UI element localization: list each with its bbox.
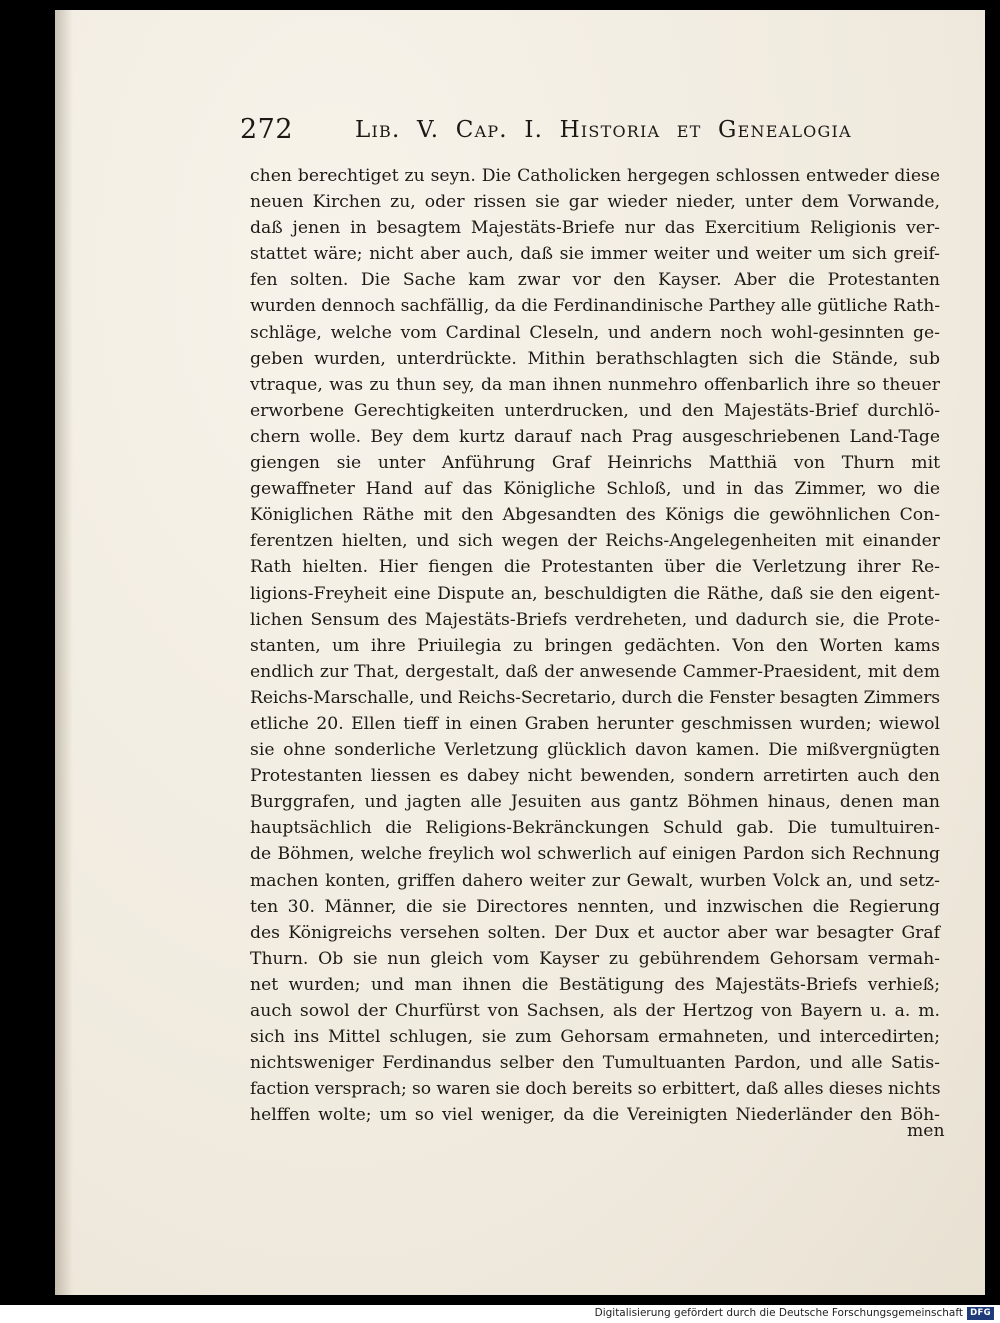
text-line: nichtsweniger Ferdinandus selber den Tumultuanten Pardon, und alle Satis- bbox=[250, 1053, 940, 1074]
gutter-shadow bbox=[55, 10, 73, 1295]
running-head: Lib. V. Cap. I. Historia et Genealogia bbox=[355, 117, 852, 143]
text-line: faction versprach; so waren sie doch bereits so erbittert, daß alles dieses nichts bbox=[250, 1079, 941, 1100]
text-line: ferentzen hielten, und sich wegen der Reichs-Angelegenheiten mit einander bbox=[250, 531, 940, 552]
text-line: giengen sie unter Anführung Graf Heinrichs Matthiä von Thurn mit bbox=[250, 453, 940, 474]
text-line: stanten, um ihre Priuilegia zu bringen gedächten. Von den Worten kams bbox=[250, 635, 940, 656]
text-line: helffen wolte; um so viel weniger, da die Vereinigten Niederländer den Böh- bbox=[250, 1105, 940, 1126]
text-line: de Böhmen, welche freylich wol schwerlich auf einigen Pardon sich Rechnung bbox=[250, 844, 940, 865]
text-line: Protestanten liessen es dabey nicht bewenden, sondern arretirten auch den bbox=[250, 766, 940, 787]
text-line: schläge, welche vom Cardinal Cleseln, und andern noch wohl-gesinnten ge- bbox=[250, 322, 940, 343]
text-line: chern wolle. Bey dem kurtz darauf nach Prag ausgeschriebenen Land-Tage bbox=[250, 426, 940, 447]
text-line: geben wurden, unterdrückte. Mithin berathschlagten sich die Stände, sub bbox=[250, 348, 940, 369]
dfg-logo-icon: DFG bbox=[967, 1307, 994, 1320]
text-line: Thurn. Ob sie nun gleich vom Kayser zu gebührendem Gehorsam vermah- bbox=[250, 948, 940, 969]
text-line: lichen Sensum des Majestäts-Briefs verdreheten, und dadurch sie, die Prote- bbox=[250, 609, 940, 630]
text-line: chen berechtiget zu seyn. Die Catholicken hergegen schlossen entweder diese bbox=[250, 166, 940, 186]
text-line: sich ins Mittel schlugen, sie zum Gehorsam ermahneten, und intercedirten; bbox=[250, 1027, 940, 1048]
text-line: daß jenen in besagtem Majestäts-Briefe nur das Exercitium Religionis ver- bbox=[250, 218, 940, 239]
page-header bbox=[240, 114, 852, 154]
text-line: sie ohne sonderliche Verletzung glücklich davon kamen. Die mißvergnügten bbox=[250, 740, 940, 761]
text-line: Reichs-Marschalle, und Reichs-Secretario, durch die Fenster besagten Zimmers bbox=[250, 687, 940, 708]
text-line: hauptsächlich die Religions-Bekränckungen Schuld gab. Die tumultuiren- bbox=[250, 818, 940, 839]
text-line: gewaffneter Hand auf das Königliche Schloß, und in das Zimmer, wo die bbox=[250, 479, 940, 500]
text-line: wurden dennoch sachfällig, da die Ferdinandinische Parthey alle gütliche Rath- bbox=[250, 296, 940, 317]
text-line: vtraque, was zu thun sey, da man ihnen nunmehro offenbarlich ihre so theuer bbox=[250, 374, 940, 395]
funding-credit: Digitalisierung gefördert durch die Deutsche Forschungsgemeinschaft bbox=[594, 1307, 963, 1319]
text-line: stattet wäre; nicht aber auch, daß sie immer weiter und weiter um sich greif- bbox=[250, 244, 940, 265]
body-text bbox=[250, 163, 940, 1128]
text-line: Burggrafen, und jagten alle Jesuiten aus gantz Böhmen hinaus, denen man bbox=[250, 792, 940, 813]
text-line: machen konten, griffen dahero weiter zur Gewalt, wurben Volck an, und setz- bbox=[250, 870, 940, 891]
text-line: fen solten. Die Sache kam zwar vor den Kayser. Aber die Protestanten bbox=[250, 270, 940, 291]
text-line: net wurden; und man ihnen die Bestätigung des Majestäts-Briefs verhieß; bbox=[250, 974, 940, 995]
text-line: ligions-Freyheit eine Dispute an, beschuldigten die Räthe, daß sie den eigent- bbox=[250, 583, 940, 604]
text-line: endlich zur That, dergestalt, daß der anwesende Cammer-Praesident, mit dem bbox=[250, 661, 940, 682]
text-line: erworbene Gerechtigkeiten unterdrucken, und den Majestäts-Brief durchlö- bbox=[250, 400, 940, 421]
text-line: neuen Kirchen zu, oder rissen sie gar wieder nieder, unter dem Vorwande, bbox=[250, 192, 940, 213]
text-line: Rath hielten. Hier fiengen die Protestanten über die Verletzung ihrer Re- bbox=[250, 557, 940, 578]
text-line: des Königreichs versehen solten. Der Dux et auctor aber war besagter Graf bbox=[250, 922, 940, 943]
catchword: men bbox=[907, 1121, 945, 1141]
text-line: ten 30. Männer, die sie Directores nennten, und inzwischen die Regierung bbox=[250, 896, 940, 917]
page-number: 272 bbox=[240, 114, 294, 145]
text-line: Königlichen Räthe mit den Abgesandten des Königs die gewöhnlichen Con- bbox=[250, 505, 940, 526]
text-line: auch sowol der Churfürst von Sachsen, als der Hertzog von Bayern u. a. m. bbox=[250, 1001, 940, 1021]
text-line: etliche 20. Ellen tieff in einen Graben herunter geschmissen wurden; wiewol bbox=[250, 713, 940, 734]
